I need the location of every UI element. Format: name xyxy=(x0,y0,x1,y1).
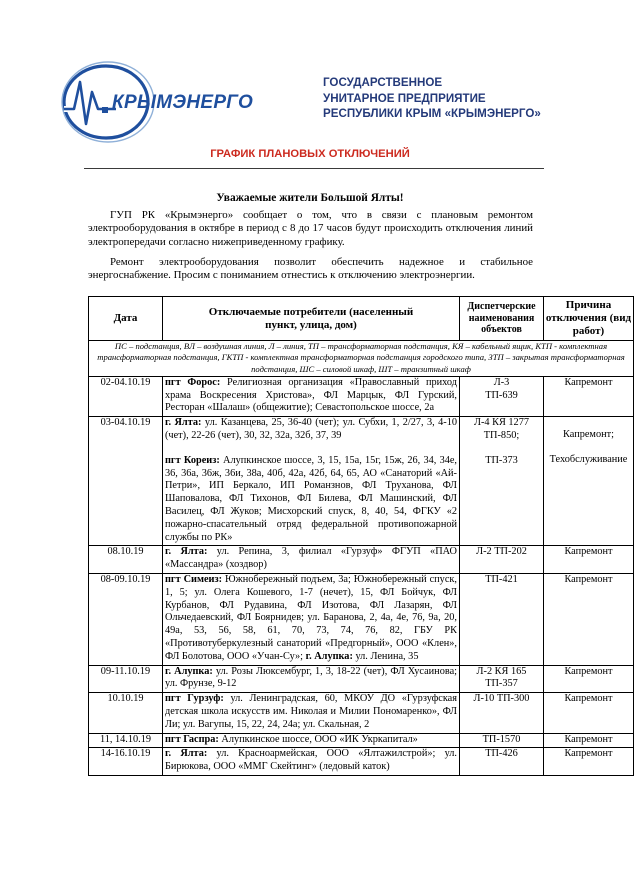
row-reason: Капремонт xyxy=(544,665,634,693)
logo-text: КРЫМЭНЕРГО xyxy=(112,92,254,113)
addresses: Алупкинское шоссе, 3, 15, 15а, 15г, 15ж, 26, 34, 34е, 36, 36а, 36ж, 36и, 38а, 40б, 42а, 42б, 64, 65, АО «Санаторий «Ай-Петри», ИП Беркало, ИП Романзнов, ФЛ Труханова, ФЛ Шаповалова, ФЛ Тихонов, ФЛ Билева, ФЛ Машинский, ФЛ Василец, ФЛ Жуков; Мисхорский спуск, 8, 40, 54, ФГКУ «2 пожарно-спасательный отряд федеральной противопожарной службы по РК» xyxy=(165,454,458,543)
row-reason: Капремонт xyxy=(544,574,634,666)
addresses: Алупкинское шоссе, ООО «ИК Укркапитал» xyxy=(218,733,418,745)
table-row xyxy=(89,376,634,416)
row-date: 08-09.10.19 xyxy=(89,574,163,666)
row-consumers xyxy=(163,665,460,693)
row-dispatch: ТП-1570 xyxy=(460,733,544,748)
settlement-name: г. Ялта: xyxy=(165,417,202,429)
row-consumers xyxy=(163,693,460,733)
row-dispatch: Л-2 ТП-202 xyxy=(460,546,544,574)
reason-text: Техобслуживание xyxy=(549,454,628,466)
dispatch-object: ТП-357 xyxy=(485,678,518,690)
row-consumers xyxy=(163,748,460,776)
row-dispatch xyxy=(460,376,544,416)
row-reason: Капремонт xyxy=(544,748,634,776)
settlement-name: г. Ялта: xyxy=(165,748,208,760)
dispatch-object: ТП-373 xyxy=(485,454,518,466)
org-line-2: УНИТАРНОЕ ПРЕДПРИЯТИЕ xyxy=(323,91,486,105)
organization-name xyxy=(323,75,541,122)
addresses: ул. Розы Люксембург, 1, 3, 18-22 (чет), ФЛ Хусаинова; ул. Фрунзе, 9-12 xyxy=(165,665,458,690)
addresses: ул. Ленина, 35 xyxy=(352,650,419,662)
org-line-3: РЕСПУБЛИКИ КРЫМ «КРЫМЭНЕРГО» xyxy=(323,107,541,120)
dispatch-object: Л-3 xyxy=(493,376,510,388)
settlement-name: пгт Гурзуф: xyxy=(165,693,224,705)
table-row xyxy=(89,733,634,748)
row-dispatch: ТП-421 xyxy=(460,574,544,666)
row-date: 09-11.10.19 xyxy=(89,665,163,693)
addresses: ул. Репина, 3, филиал «Гурзуф» ФГУП «ПАО «Массандра» (хоздвор) xyxy=(165,546,457,571)
row-dispatch: Л-10 ТП-300 xyxy=(460,693,544,733)
reason-text: Капремонт; xyxy=(563,429,614,441)
dispatch-object: ТП-639 xyxy=(485,389,518,401)
row-date: 08.10.19 xyxy=(89,546,163,574)
company-logo xyxy=(58,52,254,152)
outage-schedule-table xyxy=(88,296,634,776)
addresses: Южнобережный подъем, 3а; Южнобережный спуск, 1, 5; ул. Олега Кошевого, 1-7 (нечет), 15, ФЛ Бойчук, ФЛ Курбанов, ФЛ Рудавина, ФЛ Изотова, ФЛ Лазарян, ФЛ Ольчедаевский, ФЛ Боярнидев; ул. Баранова, 2, 4а, 4е, 76, 9а, 20, 49а, 53, 56, 58, 61, 70, 73, 74, 76, 82, ГБУ РК «Противотуберкулезный санаторий «Предгорный», ООО «Клен», ФЛ Болотова, ООО «Учан-Су»; xyxy=(165,574,457,662)
row-reason: Капремонт xyxy=(544,546,634,574)
row-date: 10.10.19 xyxy=(89,693,163,733)
header-dispatch: Диспетчерские наименования объектов xyxy=(460,297,544,341)
row-reason: Капремонт xyxy=(544,693,634,733)
row-dispatch: ТП-426 xyxy=(460,748,544,776)
settlement-name: г. Ялта: xyxy=(165,546,208,558)
row-date: 03-04.10.19 xyxy=(89,417,163,546)
row-consumers xyxy=(163,574,460,666)
row-date: 11, 14.10.19 xyxy=(89,733,163,748)
header-date: Дата xyxy=(89,297,163,341)
row-reason: Капремонт xyxy=(544,376,634,416)
divider xyxy=(84,168,544,169)
dispatch-object: ТП-850; xyxy=(483,430,520,442)
table-row xyxy=(89,546,634,574)
addresses: ул. Красноармейская, ООО «Ялтажилстрой»; ул. Бирюкова, ООО «ММГ Скейтинг» (ледовый каток) xyxy=(165,748,457,773)
row-consumers xyxy=(163,733,460,748)
org-line-1: ГОСУДАРСТВЕННОЕ xyxy=(323,76,443,89)
table-row xyxy=(89,574,634,666)
settlement-name: г. Алупка: xyxy=(305,650,353,662)
settlement-name: г. Алупка: xyxy=(165,665,213,677)
header-consumers: Отключаемые потребители (населенный пункт, улица, дом) xyxy=(163,297,460,341)
row-reason: Капремонт xyxy=(544,733,634,748)
header-reason: Причина отключения (вид работ) xyxy=(544,297,634,341)
table-row xyxy=(89,693,634,733)
settlement-name: пгт Кореиз: xyxy=(165,454,220,466)
notice-paragraph-2: Ремонт электрооборудования позволит обеспечить надежное и стабильное энергоснабжение. Просим с пониманием отнестись к отключению электроэнергии. xyxy=(88,256,533,282)
addresses: ул. Казанцева, 25, 36-40 (чет); ул. Субхи, 1, 2/27, 3, 4-10 (чет), 22-26 (чет), 30, 32, 32а, 32б, 37, 39 xyxy=(165,417,457,442)
row-reason xyxy=(544,417,634,546)
notice-paragraph-1: ГУП РК «Крымэнерго» сообщает о том, что в связи с плановым ремонтом электрооборудования в октябре в период с 8 до 17 часов будут происходить отключения линий электропередачи согласно нижеприведенному графику. xyxy=(88,209,533,248)
row-dispatch xyxy=(460,417,544,546)
abbreviation-legend: ПС – подстанция, ВЛ – воздушная линия, Л – линия, ТП – трансформаторная подстанция, КЯ – кабельный ящик, КТП - комплектная трансформаторная подстанция, ГКТП - комплектная трансформаторная подстанция городского типа, ЗТП – закрытая трансформаторная подстанция, ШС – силовой шкаф, ШТ – транзитный шкаф xyxy=(89,341,634,377)
table-row xyxy=(89,748,634,776)
settlement-name: пгт Симеиз: xyxy=(165,574,223,586)
table-row xyxy=(89,665,634,693)
dispatch-object: Л-4 КЯ 1277 xyxy=(473,417,530,429)
greeting: Уважаемые жители Большой Ялты! xyxy=(216,192,404,204)
row-date: 02-04.10.19 xyxy=(89,376,163,416)
settlement-name: пгт Гаспра: xyxy=(165,733,219,745)
row-date: 14-16.10.19 xyxy=(89,748,163,776)
dispatch-object: Л-2 КЯ 165 xyxy=(476,665,527,677)
row-consumers xyxy=(163,546,460,574)
table-row xyxy=(89,417,634,546)
row-consumers xyxy=(163,376,460,416)
legend-row xyxy=(89,341,634,377)
header-row xyxy=(89,297,634,341)
schedule-title: ГРАФИК ПЛАНОВЫХ ОТКЛЮЧЕНИЙ xyxy=(210,148,410,160)
row-consumers xyxy=(163,417,460,546)
row-dispatch xyxy=(460,665,544,693)
addresses: Религиозная организация «Православный приход храма Воскресения Христова», ФЛ Марцык, ФЛ Гурский, Ресторан «Шалаш» (общежитие); Севастопольское шоссе, 2а xyxy=(165,376,457,414)
settlement-name: пгт Форос: xyxy=(165,376,221,388)
addresses: ул. Ленинградская, 60, МКОУ ДО «Гурзуфская детская школа искусств им. Николая и Милии Пономаренко», ФЛ Ли; ул. Вагупы, 15, 22, 24, 24а; ул. Скальная, 2 xyxy=(165,693,457,730)
